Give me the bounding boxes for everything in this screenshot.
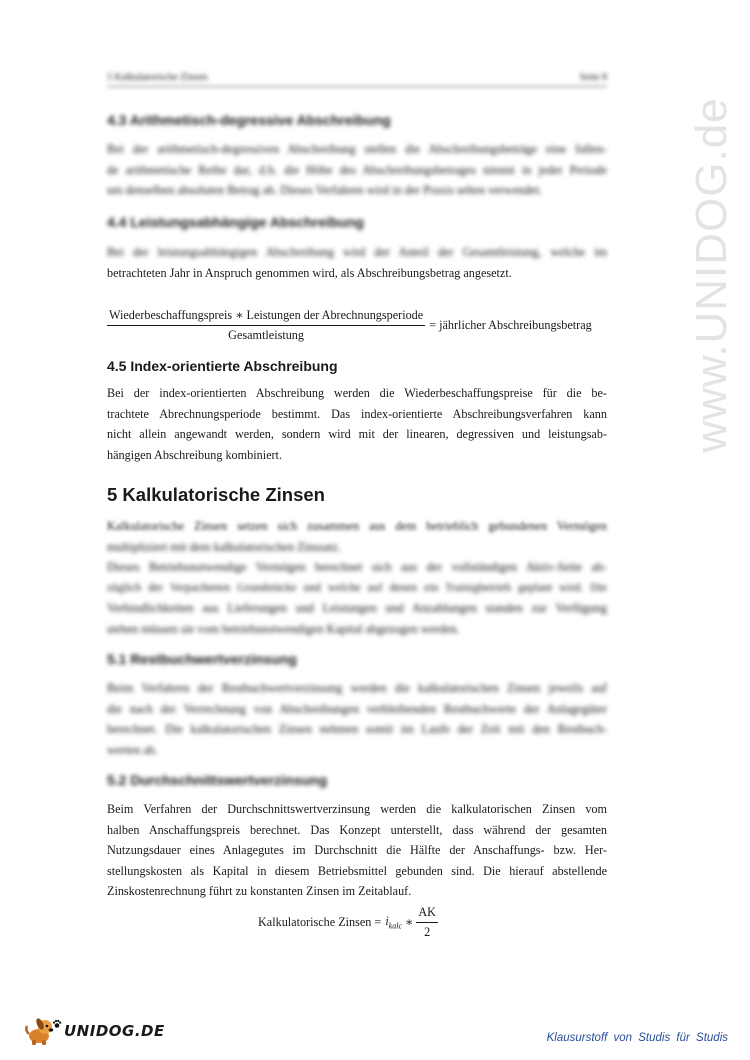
formula-denominator: 2 [424,925,431,939]
section-4-5-heading: 4.5 Index-orientierte Abschreibung [107,358,338,374]
chapter-5-heading: 5 Kalkulatorische Zinsen [107,484,325,505]
section-4-4-paragraph [107,242,607,283]
text-line: betrachteten Jahr in Anspruch genommen wird, als Abschreibungsbetrag angesetzt. [107,265,512,280]
formula-fraction [107,308,425,343]
text-line: multipliziert mit dem kalkulatorischen Zinssatz. [107,539,341,554]
section-5-1-paragraph [107,678,607,760]
section-5-2-paragraph [107,799,607,902]
text-line: werten ab. [107,742,158,757]
interest-formula [258,905,438,940]
paw-icon [52,1019,62,1029]
watermark-text: www.UNIDOG.de [687,97,736,453]
running-header-page: Seite 8 [579,72,607,83]
depreciation-formula [107,308,647,343]
formula-rate-i: i [385,914,389,929]
section-4-3-paragraph [107,139,607,201]
section-4-4-heading: 4.4 Leistungsabhängige Abschreibung [107,214,364,230]
text-line: Zinskostenrechnung führt zu konstanten Zinsen im Zeitablauf. [107,884,412,898]
formula-numerator: Wiederbeschaffungspreis ∗ Leistungen der Abrechnungsperiode [107,308,425,326]
formula-numerator: AK [416,905,438,923]
text-line: Dieses Betriebsnotwendige Vermögen berechnet sich aus der vollständigen Aktiv-Seite ab- [107,560,607,574]
text-line: Bei der leistungsabhängigen Abschreibung wird der Anteil der Gesamtleistung, welche im [107,245,607,259]
text-line: züglich der Verpachteten Grundstücke und welche auf denen ein Trainigbetrieb geplant wird. Die [107,580,607,594]
running-header-chapter: 5 Kalkulatorische Zinsen [107,72,208,83]
section-5-1-heading: 5.1 Restbuchwertverzinsung [107,651,297,667]
chapter-5-paragraph [107,516,607,639]
text-line: Beim Verfahren der Durchschnittswertverzinsung werden die kalkulatorischen Zinsen vom [107,802,607,816]
text-line: hängigen Abschreibung kombiniert. [107,447,282,462]
logo-text: UNIDOG.DE [64,1022,165,1040]
text-line: stellungskosten als Kapital in diesem Betriebsmittel gebunden sind. Die hierauf abstellende [107,863,607,878]
text-line: nicht allein angewandt werden, sondern wird mit der linearen, degressiven und leistungsab- [107,427,607,441]
text-line: Kalkulatorische Zinsen setzen sich zusammen aus dem betrieblich gebundenen Vermögen [107,519,607,533]
formula-operator: ∗ [405,915,414,929]
text-line: de arithmetische Reihe dar, d.h. die Höhe des Abschreibungsbetrages nimmt in jeder Periode [107,162,607,177]
section-5-2-heading: 5.2 Durchschnittswertverzinsung [107,772,328,788]
formula-fraction [416,905,438,940]
text-line: stehen müssen sie vom betriebsnotwendigen Kapital abgezogen werden. [107,621,460,636]
text-line: die nach der Verrechnung von Abschreibungen verbleibenden Restbuchwerte der Anlagegüter [107,701,607,716]
text-line: Bei der arithmetisch-degressiven Abschreibung stellen die Abschreibungsbeträge eine fallen- [107,142,607,156]
text-line: Beim Verfahren der Restbuchwertverzinsung werden die kalkulatorischen Zinsen jeweils auf [107,681,607,695]
formula-rate-subscript: kalc [388,921,403,931]
section-4-5-paragraph [107,383,607,465]
footer-tagline: Klausurstoff von Studis für Studis [546,1032,728,1044]
text-line: halben Anschaffungspreis berechnet. Das Konzept unterstellt, dass während der gesamten [107,822,607,837]
running-header [107,72,607,87]
formula-denominator: Gesamtleistung [228,328,304,342]
formula-result: = jährlicher Abschreibungsbetrag [429,318,592,332]
text-line: um denselben absoluten Betrag ab. Dieses Verfahren wird in der Praxis selten verwendet. [107,183,543,197]
section-4-3-heading: 4.3 Arithmetisch-degressive Abschreibung [107,112,391,128]
footer-logo [24,1016,165,1046]
text-line: Nutzungsdauer eines Anlagegutes im Durchschnitt die Hälfte der Anschaffungs- bzw. Her- [107,843,607,857]
text-line: trachtete Abrechnungsperiode bestimmt. Das index-orientierte Abschreibungsverfahren kann [107,406,607,421]
text-line: Bei der index-orientierten Abschreibung werden die Wiederbeschaffungspreise für die be- [107,386,607,400]
text-line: Verbindlichkeiten aus Lieferungen und Leistungen und Anzahlungen standen zur Verfügung [107,601,607,615]
text-line: berechnet. Die kalkulatorischen Zinsen nehmen somit im Laufe der Zeit mit den Restbuch- [107,722,607,736]
formula-lhs: Kalkulatorische Zinsen = [258,915,382,929]
formula-rate-symbol [385,914,402,930]
